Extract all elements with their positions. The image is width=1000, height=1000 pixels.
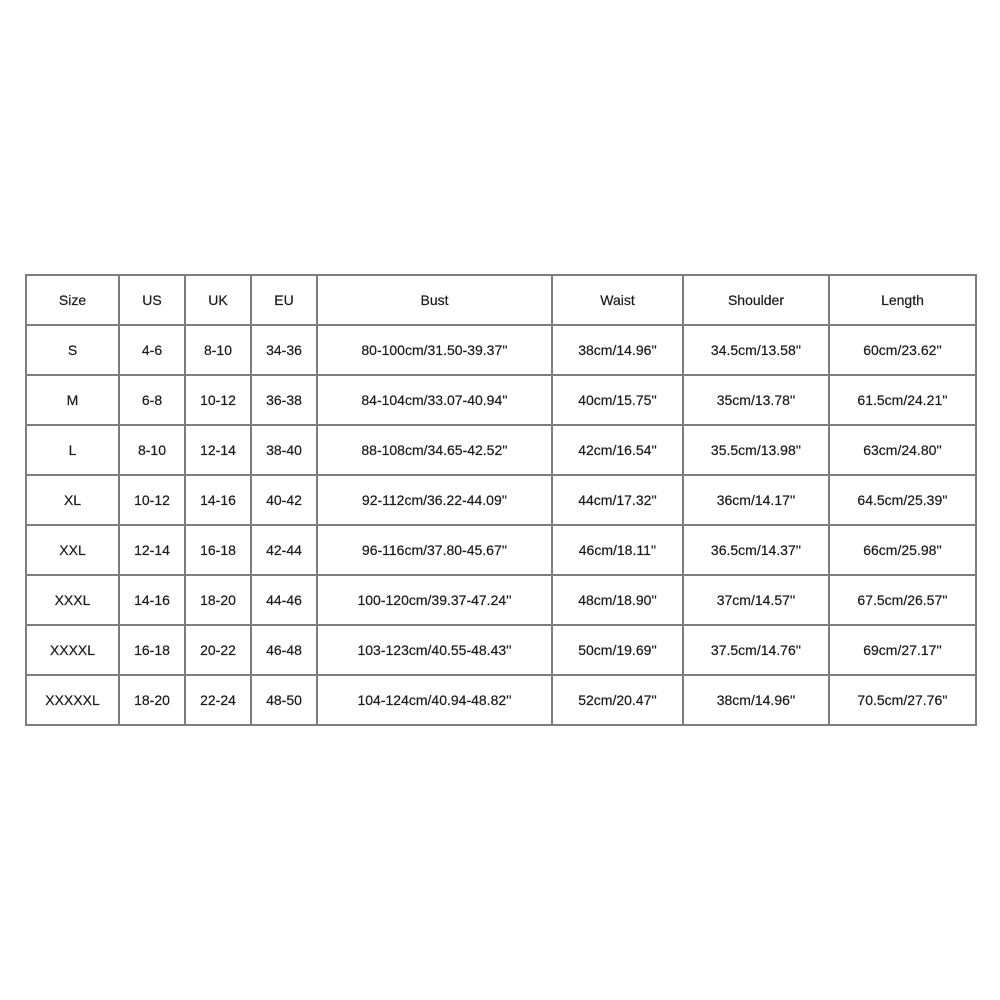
cell-length: 69cm/27.17'' bbox=[829, 625, 976, 675]
table-row bbox=[26, 325, 976, 375]
cell-eu: 42-44 bbox=[251, 525, 317, 575]
cell-waist: 44cm/17.32'' bbox=[552, 475, 683, 525]
cell-shoulder: 35cm/13.78'' bbox=[683, 375, 829, 425]
table-row bbox=[26, 675, 976, 725]
cell-uk: 16-18 bbox=[185, 525, 251, 575]
table-row bbox=[26, 625, 976, 675]
cell-eu: 34-36 bbox=[251, 325, 317, 375]
cell-shoulder: 37cm/14.57'' bbox=[683, 575, 829, 625]
cell-waist: 38cm/14.96'' bbox=[552, 325, 683, 375]
cell-waist: 48cm/18.90'' bbox=[552, 575, 683, 625]
cell-us: 8-10 bbox=[119, 425, 185, 475]
cell-bust: 88-108cm/34.65-42.52'' bbox=[317, 425, 552, 475]
cell-shoulder: 37.5cm/14.76'' bbox=[683, 625, 829, 675]
cell-size: M bbox=[26, 375, 119, 425]
cell-length: 60cm/23.62'' bbox=[829, 325, 976, 375]
cell-eu: 38-40 bbox=[251, 425, 317, 475]
header-bust: Bust bbox=[317, 275, 552, 325]
cell-uk: 14-16 bbox=[185, 475, 251, 525]
header-length: Length bbox=[829, 275, 976, 325]
cell-eu: 46-48 bbox=[251, 625, 317, 675]
cell-shoulder: 36.5cm/14.37'' bbox=[683, 525, 829, 575]
cell-bust: 96-116cm/37.80-45.67'' bbox=[317, 525, 552, 575]
cell-size: XXXXL bbox=[26, 625, 119, 675]
cell-size: XXXXXL bbox=[26, 675, 119, 725]
cell-waist: 52cm/20.47'' bbox=[552, 675, 683, 725]
cell-length: 61.5cm/24.21'' bbox=[829, 375, 976, 425]
cell-waist: 46cm/18.11'' bbox=[552, 525, 683, 575]
table-row bbox=[26, 475, 976, 525]
cell-bust: 104-124cm/40.94-48.82'' bbox=[317, 675, 552, 725]
cell-waist: 40cm/15.75'' bbox=[552, 375, 683, 425]
cell-shoulder: 36cm/14.17'' bbox=[683, 475, 829, 525]
cell-us: 4-6 bbox=[119, 325, 185, 375]
cell-eu: 48-50 bbox=[251, 675, 317, 725]
header-row bbox=[26, 275, 976, 325]
cell-uk: 22-24 bbox=[185, 675, 251, 725]
cell-bust: 84-104cm/33.07-40.94'' bbox=[317, 375, 552, 425]
cell-shoulder: 34.5cm/13.58'' bbox=[683, 325, 829, 375]
cell-shoulder: 35.5cm/13.98'' bbox=[683, 425, 829, 475]
cell-eu: 44-46 bbox=[251, 575, 317, 625]
cell-bust: 80-100cm/31.50-39.37'' bbox=[317, 325, 552, 375]
cell-bust: 100-120cm/39.37-47.24'' bbox=[317, 575, 552, 625]
header-us: US bbox=[119, 275, 185, 325]
cell-size: XL bbox=[26, 475, 119, 525]
cell-length: 64.5cm/25.39'' bbox=[829, 475, 976, 525]
cell-shoulder: 38cm/14.96'' bbox=[683, 675, 829, 725]
cell-us: 14-16 bbox=[119, 575, 185, 625]
cell-size: XXXL bbox=[26, 575, 119, 625]
cell-bust: 92-112cm/36.22-44.09'' bbox=[317, 475, 552, 525]
cell-uk: 20-22 bbox=[185, 625, 251, 675]
cell-length: 67.5cm/26.57'' bbox=[829, 575, 976, 625]
header-size: Size bbox=[26, 275, 119, 325]
cell-eu: 36-38 bbox=[251, 375, 317, 425]
cell-waist: 42cm/16.54'' bbox=[552, 425, 683, 475]
cell-us: 6-8 bbox=[119, 375, 185, 425]
table-row bbox=[26, 575, 976, 625]
cell-us: 18-20 bbox=[119, 675, 185, 725]
cell-size: XXL bbox=[26, 525, 119, 575]
cell-eu: 40-42 bbox=[251, 475, 317, 525]
table-row bbox=[26, 425, 976, 475]
header-shoulder: Shoulder bbox=[683, 275, 829, 325]
cell-bust: 103-123cm/40.55-48.43'' bbox=[317, 625, 552, 675]
cell-us: 10-12 bbox=[119, 475, 185, 525]
cell-size: L bbox=[26, 425, 119, 475]
cell-us: 16-18 bbox=[119, 625, 185, 675]
header-uk: UK bbox=[185, 275, 251, 325]
cell-uk: 12-14 bbox=[185, 425, 251, 475]
cell-uk: 18-20 bbox=[185, 575, 251, 625]
cell-uk: 10-12 bbox=[185, 375, 251, 425]
table-row bbox=[26, 525, 976, 575]
cell-uk: 8-10 bbox=[185, 325, 251, 375]
header-waist: Waist bbox=[552, 275, 683, 325]
cell-waist: 50cm/19.69'' bbox=[552, 625, 683, 675]
table-row bbox=[26, 375, 976, 425]
cell-us: 12-14 bbox=[119, 525, 185, 575]
cell-length: 66cm/25.98'' bbox=[829, 525, 976, 575]
size-chart-table bbox=[25, 274, 977, 726]
cell-length: 63cm/24.80'' bbox=[829, 425, 976, 475]
cell-size: S bbox=[26, 325, 119, 375]
header-eu: EU bbox=[251, 275, 317, 325]
cell-length: 70.5cm/27.76'' bbox=[829, 675, 976, 725]
